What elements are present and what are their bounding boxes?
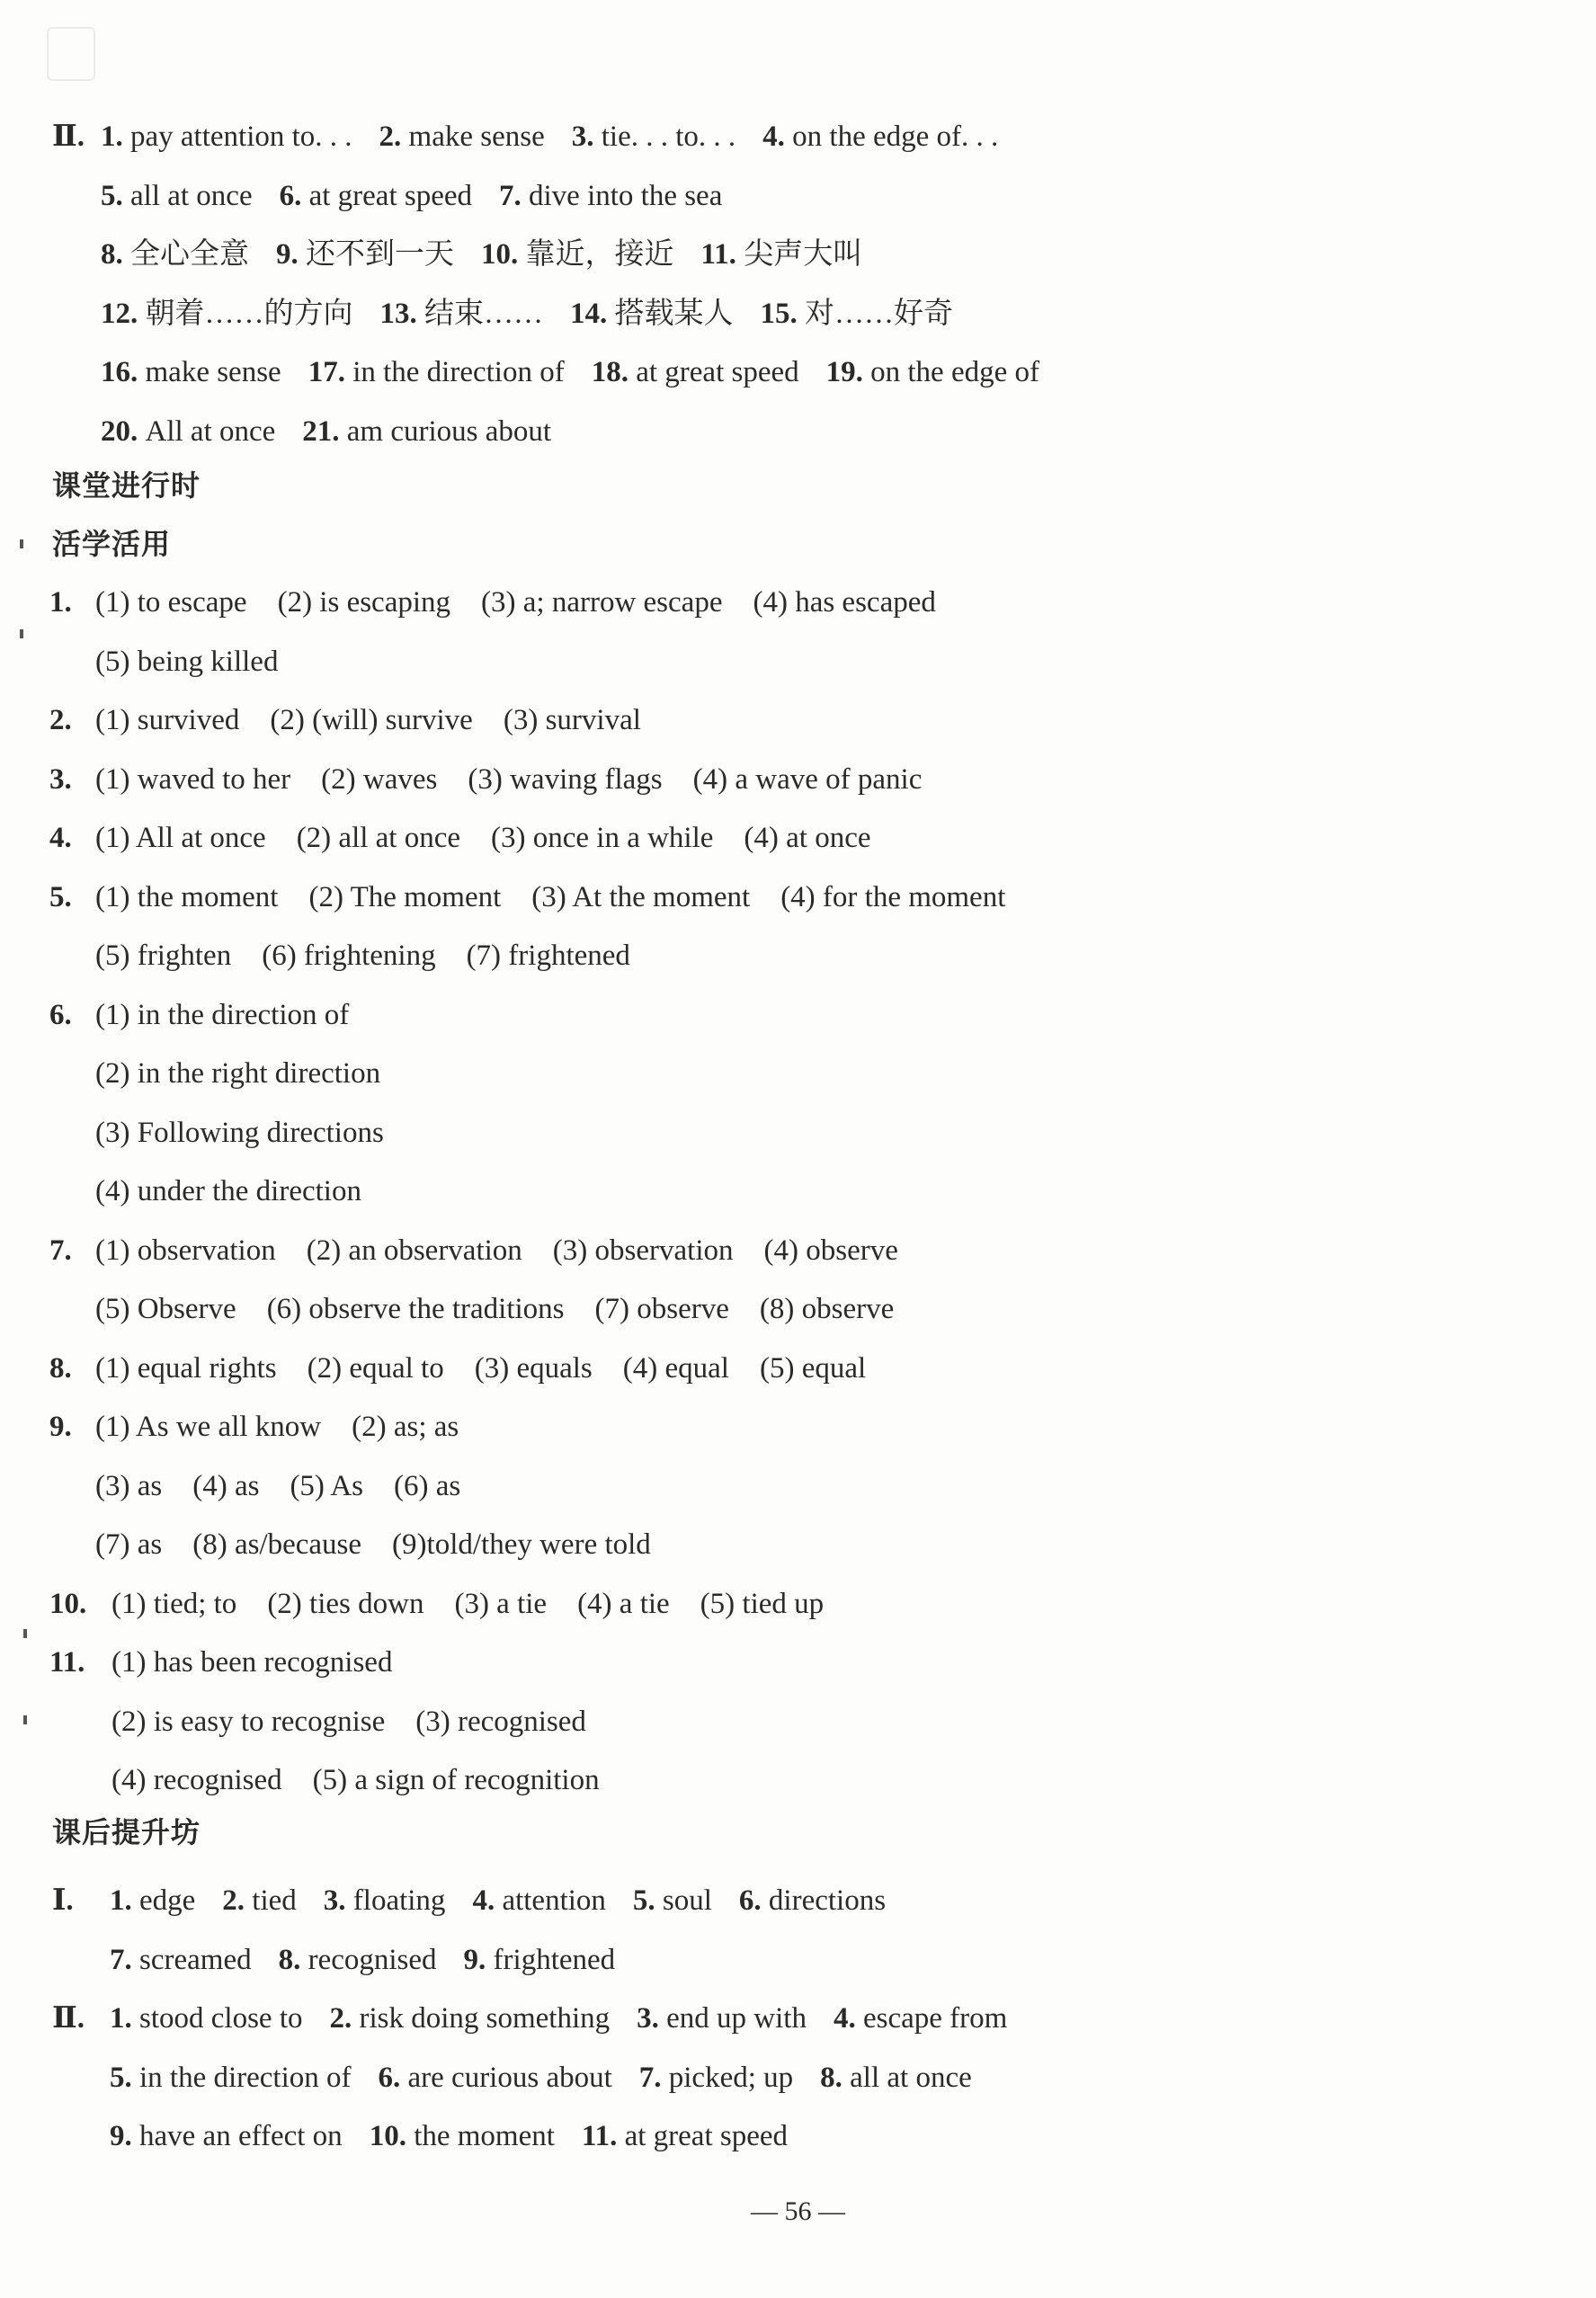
item-text: tie. . . to. . . [601,120,736,153]
item-number: 13. [379,297,424,330]
answer-item [222,1884,296,1917]
item-text: 对……好奇 [805,297,953,330]
item-text: am curious about [346,414,552,448]
exercise-answer: (3) once in a while [491,822,714,854]
answer-item [481,238,674,271]
exercise-number: 6. [49,998,72,1031]
item-text: escape from [862,2002,1008,2035]
answer-item [110,2120,343,2152]
item-number: 7. [499,179,529,212]
part2-top-line [101,352,1039,392]
exercise-answer: (6) as [394,1469,461,1502]
item-text: edge [139,1884,196,1917]
item-number: 1. [110,1884,139,1917]
answer-item [276,238,454,271]
exercise-answer: (3) recognised [415,1705,586,1738]
exercise-line [49,1349,867,1388]
corner-stamp [47,27,95,81]
exercise-number: 5. [49,880,72,913]
item-number: 19. [825,356,871,388]
exercise-answer: (2) is escaping [277,586,451,619]
item-text: 搭载某人 [614,297,734,330]
item-text: at great speed [624,2120,788,2152]
exercise-number: 8. [49,1351,72,1385]
part2-top-line [52,117,999,156]
answer-item [324,1884,446,1917]
answer-item [834,2002,1007,2035]
answer-item [633,1884,712,1917]
part1-bottom-line [110,1940,615,1980]
exercise-answer: (7) observe [594,1293,729,1325]
exercise-number: 2. [49,704,72,736]
exercise-line [111,1702,586,1741]
item-number: 9. [110,2120,139,2152]
item-text: make sense [145,356,281,388]
exercise-answer: (1) tied; to [111,1587,237,1620]
exercise-answer: (3) survival [503,704,641,736]
item-text: on the edge of [870,356,1039,388]
answer-item [110,2002,302,2035]
margin-mark [20,629,23,638]
exercise-number: 4. [49,822,72,854]
item-text: frightened [493,1943,616,1976]
item-text: end up with [666,2002,807,2035]
item-number: 2. [379,120,409,153]
exercise-answer: (3) a; narrow escape [481,586,723,619]
exercise-answer: (2) is easy to recognise [111,1705,386,1738]
item-text: in the direction of [352,356,565,388]
exercise-answer: (2) (will) survive [270,704,473,736]
exercise-answer: (7) frightened [466,940,630,972]
item-text: all at once [850,2061,972,2094]
exercise-answer: (3) equals [474,1351,593,1385]
exercise-answer: (1) As we all know [95,1411,322,1443]
item-number: 3. [637,2002,667,2035]
item-number: 6. [378,2061,408,2094]
exercise-line [49,583,936,622]
item-number: 5. [101,179,130,212]
item-number: 1. [110,2002,139,2035]
item-number: 10. [481,238,526,271]
item-text: 靠近，接近 [525,238,674,271]
part2-top-line [101,294,953,334]
item-number: 1. [101,120,130,153]
exercise-answer: (4) a wave of panic [692,762,923,796]
exercise-answer: (3) as [95,1469,163,1502]
item-number: 9. [463,1943,494,1976]
answer-item [380,298,544,330]
exercise-answer: (5) equal [759,1351,867,1385]
answer-item [101,298,353,330]
item-text: have an effect on [139,2120,343,2152]
item-text: all at once [130,179,253,212]
part2-top-line [101,412,551,451]
roman-numeral: Ⅱ. [52,2002,85,2035]
roman-numeral: Ⅰ. [52,1884,74,1917]
exercise-answer: (2) waves [321,762,438,796]
margin-mark [23,1629,27,1638]
answer-item [329,2002,610,2035]
item-text: soul [662,1884,712,1917]
exercise-answer: (4) equal [622,1351,729,1385]
exercise-answer: (4) has escaped [753,586,936,619]
item-number: 2. [329,2002,360,2035]
item-text: at great speed [636,356,799,388]
exercise-answer: (3) Following directions [95,1116,384,1149]
item-number: 7. [638,2061,669,2094]
exercise-answer: (2) as; as [352,1411,459,1443]
item-number: 8. [820,2061,851,2094]
answer-item [637,2002,807,2035]
answer-item [820,2062,972,2094]
item-number: 9. [276,238,306,271]
item-number: 8. [278,1943,308,1976]
exercise-answer: (7) as [95,1528,163,1561]
item-text: 朝着……的方向 [145,297,353,330]
item-text: All at once [145,414,276,448]
answer-item [101,356,281,388]
exercise-answer: (2) ties down [267,1587,424,1620]
item-text: the moment [414,2120,555,2152]
answer-item [280,180,472,212]
exercise-answer: (1) equal rights [95,1351,277,1385]
item-text: in the direction of [139,2061,352,2094]
item-text: are curious about [407,2061,612,2094]
item-text: floating [352,1884,446,1917]
exercise-answer: (3) observation [552,1234,734,1267]
item-number: 14. [570,297,615,330]
answer-item [464,1944,616,1976]
item-text: recognised [308,1943,437,1976]
exercise-answer: (3) At the moment [531,880,751,913]
item-text: at great speed [308,179,472,212]
item-text: tied [252,1884,297,1917]
item-text: dive into the sea [529,179,723,212]
answer-item [572,120,736,153]
exercise-line [49,877,1006,917]
item-number: 3. [571,120,602,153]
answer-item [101,238,249,271]
exercise-answer: (1) to escape [95,586,247,619]
exercise-answer: (5) being killed [95,645,279,678]
exercise-answer: (3) a tie [454,1587,548,1620]
exercise-line [95,1113,384,1153]
exercise-answer: (4) a tie [577,1587,670,1620]
exercise-line [95,642,278,681]
answer-item [110,2062,352,2094]
item-text: 全心全意 [130,238,249,271]
exercise-answer: (2) equal to [307,1351,444,1385]
exercise-answer: (6) frightening [262,940,436,972]
section-heading-learn: 活学活用 [52,527,172,561]
exercise-answer: (2) in the right direction [95,1057,381,1090]
item-text: 尖声大叫 [744,238,863,271]
answer-item [701,238,863,271]
item-number: 5. [110,2061,139,2094]
item-text: make sense [408,120,545,153]
exercise-line [95,1054,380,1093]
answer-item [101,120,352,153]
exercise-line [95,1171,361,1211]
part2-bottom-line [110,2058,972,2098]
exercise-answer: (6) observe the traditions [266,1293,565,1325]
exercise-line [49,818,871,858]
exercise-number: 3. [49,762,72,796]
exercise-answer: (2) all at once [296,822,461,854]
exercise-line [95,1289,894,1329]
answer-item [592,356,799,388]
exercise-answer: (1) observation [95,1234,276,1267]
item-text: 结束…… [424,297,543,330]
exercise-answer: (4) for the moment [780,880,1006,913]
item-text: directions [768,1884,887,1917]
item-number: 4. [472,1884,503,1917]
item-number: 17. [308,356,353,388]
item-number: 11. [581,2120,625,2152]
exercise-line [95,1466,460,1506]
answer-item [761,298,954,330]
exercise-answer: (1) waved to her [95,762,291,796]
item-number: 21. [302,414,347,448]
exercise-answer: (5) Observe [95,1293,236,1325]
answer-item [472,1884,605,1917]
exercise-answer: (5) a sign of recognition [312,1764,600,1796]
answer-item [302,415,551,448]
item-number: 11. [700,238,745,271]
exercise-line [49,995,350,1035]
answer-item [279,1944,437,1976]
item-number: 12. [101,297,146,330]
item-text: pay attention to. . . [130,120,352,153]
exercise-answer: (2) The moment [308,880,502,913]
exercise-line [49,1407,459,1447]
exercise-answer: (3) waving flags [468,762,663,796]
answer-item [762,120,998,153]
item-number: 6. [738,1884,769,1917]
item-text: attention [502,1884,606,1917]
exercise-number: 11. [49,1646,85,1679]
exercise-answer: (9)told/they were told [392,1528,651,1561]
item-number: 5. [632,1884,663,1917]
answer-item [379,2062,612,2094]
exercise-line [49,760,923,799]
exercise-answer: (4) under the direction [95,1175,361,1207]
exercise-answer: (5) frighten [95,940,232,972]
exercise-answer: (8) observe [759,1293,895,1325]
item-text: stood close to [139,2002,303,2035]
exercise-line [95,936,630,975]
part2-bottom-line [52,1999,1008,2038]
item-text: risk doing something [359,2002,611,2035]
exercise-answer: (2) an observation [306,1234,522,1267]
item-number: 15. [760,297,805,330]
roman-numeral: Ⅱ. [52,120,85,153]
answer-item [101,415,275,448]
exercise-answer: (4) at once [744,822,871,854]
item-text: on the edge of. . . [792,120,999,153]
item-number: 7. [110,1943,139,1976]
item-number: 6. [279,179,309,212]
exercise-answer: (8) as/because [192,1528,362,1561]
part1-bottom-line [52,1881,887,1920]
item-number: 4. [833,2002,863,2035]
part2-top-line [101,235,862,274]
answer-item [308,356,565,388]
margin-mark [20,539,23,548]
exercise-answer: (4) as [192,1469,260,1502]
exercise-answer: (4) recognised [111,1764,282,1796]
item-number: 18. [591,356,637,388]
answer-item [379,120,545,153]
item-text: screamed [139,1943,252,1976]
section-heading-class: 课堂进行时 [52,468,201,503]
exercise-line [111,1760,600,1800]
exercise-number: 7. [49,1234,72,1267]
item-number: 10. [369,2120,415,2152]
answer-item [570,298,734,330]
item-number: 8. [101,238,130,271]
part2-top-line [101,176,722,216]
section-heading-after: 课后提升坊 [52,1815,201,1849]
exercise-line [95,1525,651,1564]
part2-bottom-line [110,2116,788,2156]
page-number: — 56 — [751,2196,845,2226]
answer-item [110,1884,195,1917]
exercise-answer: (1) All at once [95,822,266,854]
exercise-line [49,1584,825,1624]
answer-item [370,2120,555,2152]
answer-item [739,1884,886,1917]
answer-item [826,356,1039,388]
item-number: 2. [222,1884,253,1917]
exercise-answer: (5) As [290,1469,364,1502]
answer-item [101,180,253,212]
answer-item [582,2120,788,2152]
exercise-number: 10. [49,1587,87,1620]
exercise-answer: (1) survived [95,704,240,736]
exercise-number: 9. [49,1411,72,1443]
exercise-answer: (5) tied up [700,1587,825,1620]
exercise-line [49,1231,898,1270]
item-number: 20. [101,414,146,448]
answer-item [499,180,722,212]
item-text: picked; up [668,2061,794,2094]
exercise-line [49,700,641,740]
item-number: 16. [101,356,146,388]
margin-mark [23,1715,27,1724]
item-number: 4. [762,120,793,153]
exercise-answer: (1) in the direction of [95,998,350,1031]
item-text: 还不到一天 [306,238,454,271]
exercise-number: 1. [49,586,72,619]
exercise-answer: (1) the moment [95,880,279,913]
exercise-answer: (1) has been recognised [111,1646,393,1679]
answer-item [639,2062,793,2094]
item-number: 3. [323,1884,353,1917]
answer-item [110,1944,252,1976]
exercise-line [49,1643,393,1682]
exercise-answer: (4) observe [763,1234,898,1267]
